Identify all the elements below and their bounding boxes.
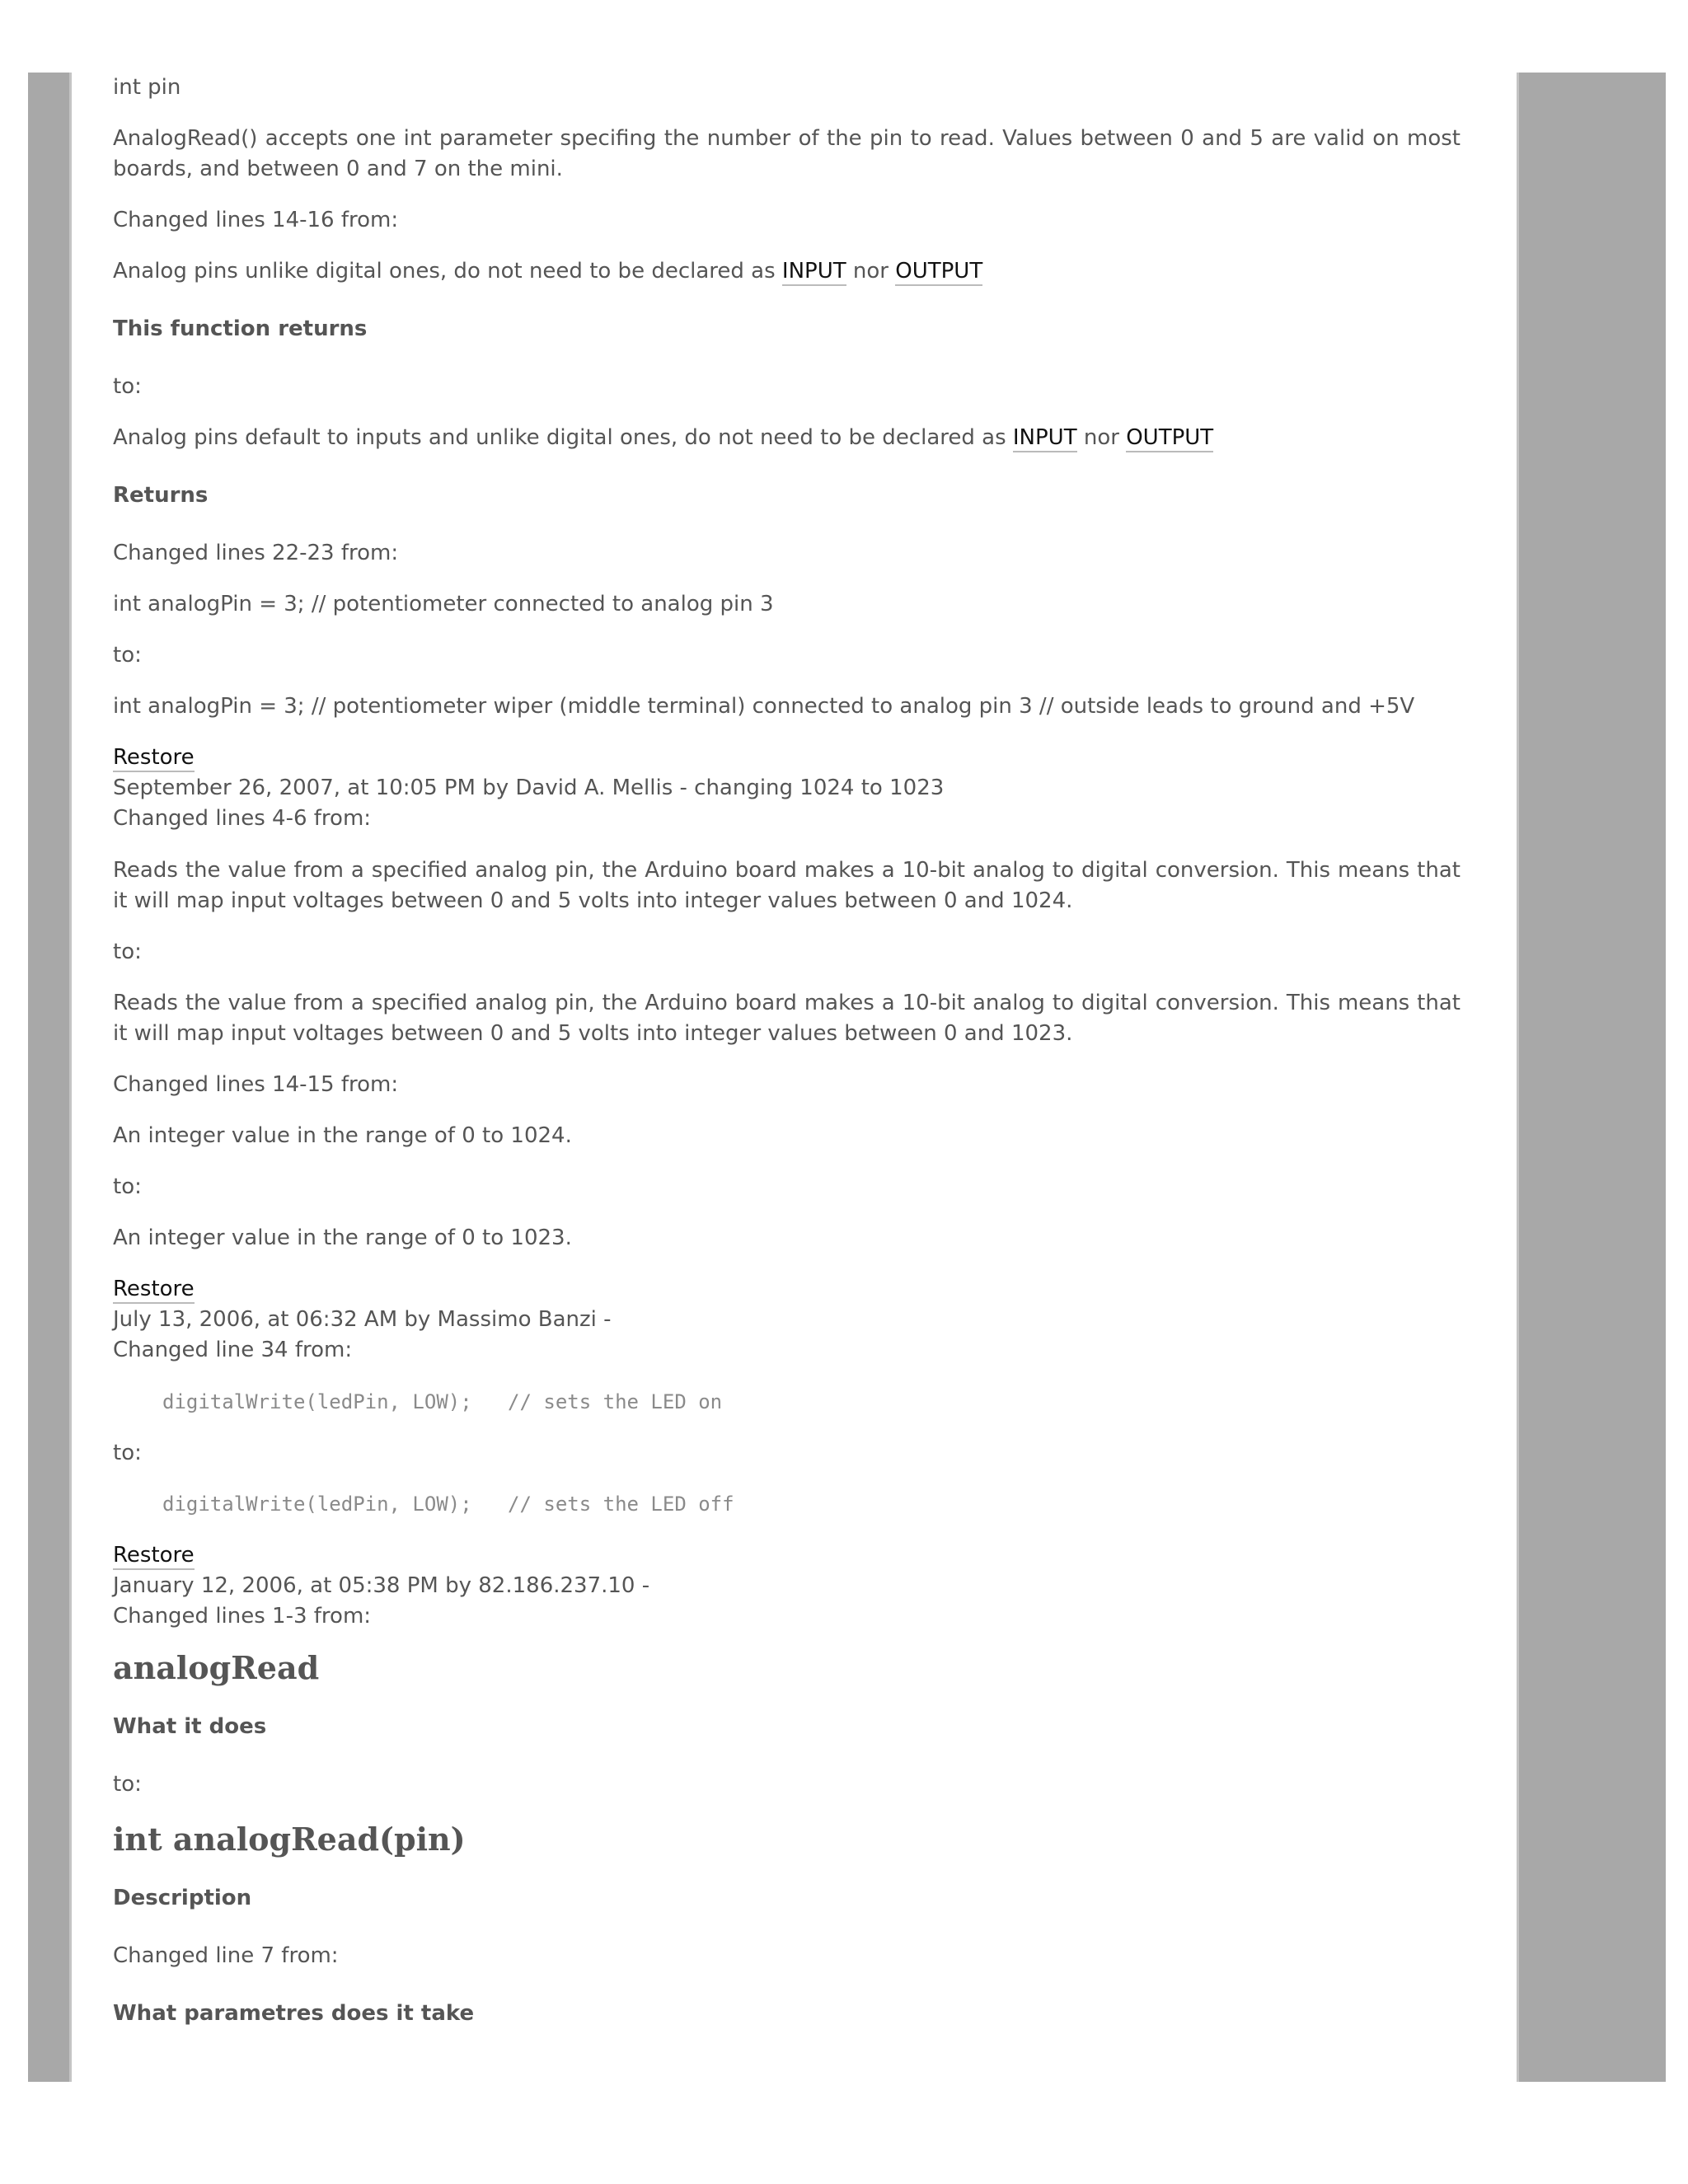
section-label: Returns (113, 483, 209, 508)
paragraph (113, 256, 1461, 287)
text-span: nor (846, 259, 896, 284)
restore-link[interactable]: Restore (113, 1277, 195, 1304)
diff-to-label: to: (113, 1174, 142, 1199)
text-line: An integer value in the range of 0 to 1023. (113, 1226, 572, 1250)
revision-entry (113, 1274, 1461, 1366)
text-line: int analogPin = 3; // potentiometer wiper (middle terminal) connected to analog pin 3 // outside leads to ground and +5V (113, 694, 1415, 719)
output-link[interactable]: OUTPUT (1126, 425, 1213, 452)
section-label: Description (113, 1886, 252, 1910)
text-span: Analog pins default to inputs and unlike digital ones, do not need to be declared as (113, 425, 1013, 450)
input-link[interactable]: INPUT (782, 259, 846, 286)
output-link[interactable]: OUTPUT (895, 259, 982, 286)
revision-entry (113, 743, 1461, 834)
paragraph (113, 423, 1461, 453)
diff-to-label: to: (113, 643, 142, 668)
text-line: int analogPin = 3; // potentiometer connected to analog pin 3 (113, 592, 774, 616)
restore-link[interactable]: Restore (113, 745, 195, 772)
diff-header: Changed lines 4-6 from: (113, 806, 372, 831)
diff-header: Changed lines 14-15 from: (113, 1072, 399, 1097)
section-label: This function returns (113, 316, 368, 341)
diff-to-label: to: (113, 1772, 142, 1797)
revision-meta: July 13, 2006, at 06:32 AM by Massimo Banzi - (113, 1307, 612, 1332)
diff-header: Changed lines 1-3 from: (113, 1604, 372, 1629)
restore-link[interactable]: Restore (113, 1543, 195, 1570)
text-span: Analog pins unlike digital ones, do not need to be declared as (113, 259, 782, 284)
code-line: digitalWrite(ledPin, LOW); // sets the LED on (162, 1390, 723, 1413)
paragraph: AnalogRead() accepts one int parameter specifing the number of the pin to read. Values between 0 and 5 are valid on most boards, and between 0 and 7 on the mini. (113, 126, 1461, 181)
text-span: nor (1076, 425, 1127, 450)
section-label: What it does (113, 1714, 267, 1739)
input-link[interactable]: INPUT (1013, 425, 1077, 452)
paragraph: Reads the value from a specified analog pin, the Arduino board makes a 10-bit analog to digital conversion. This means that it will map input voltages between 0 and 5 volts into integer values between 0 and 1023. (113, 991, 1461, 1046)
section-label: What parametres does it take (113, 2001, 475, 2026)
text-line: int pin (113, 75, 181, 100)
function-heading: int analogRead(pin) (113, 1821, 466, 1858)
diff-header: Changed lines 22-23 from: (113, 541, 399, 565)
revision-meta: September 26, 2007, at 10:05 PM by David A. Mellis - changing 1024 to 1023 (113, 776, 945, 800)
function-heading: analogRead (113, 1649, 320, 1686)
diff-header: Changed line 34 from: (113, 1338, 353, 1362)
paragraph: Reads the value from a specified analog pin, the Arduino board makes a 10-bit analog to digital conversion. This means that it will map input voltages between 0 and 5 volts into integer values between 0 and 1024. (113, 858, 1461, 913)
revision-meta: January 12, 2006, at 05:38 PM by 82.186.237.10 - (113, 1573, 650, 1598)
diff-to-label: to: (113, 1441, 142, 1465)
diff-to-label: to: (113, 374, 142, 399)
diff-header: Changed line 7 from: (113, 1943, 339, 1968)
text-line: An integer value in the range of 0 to 1024. (113, 1123, 572, 1148)
right-gray-sidebar (1517, 73, 1666, 2082)
revision-entry (113, 1540, 1461, 1632)
diff-header: Changed lines 14-16 from: (113, 208, 399, 232)
code-line: digitalWrite(ledPin, LOW); // sets the LED off (162, 1493, 734, 1516)
left-gray-sidebar (28, 73, 72, 2082)
diff-to-label: to: (113, 940, 142, 964)
